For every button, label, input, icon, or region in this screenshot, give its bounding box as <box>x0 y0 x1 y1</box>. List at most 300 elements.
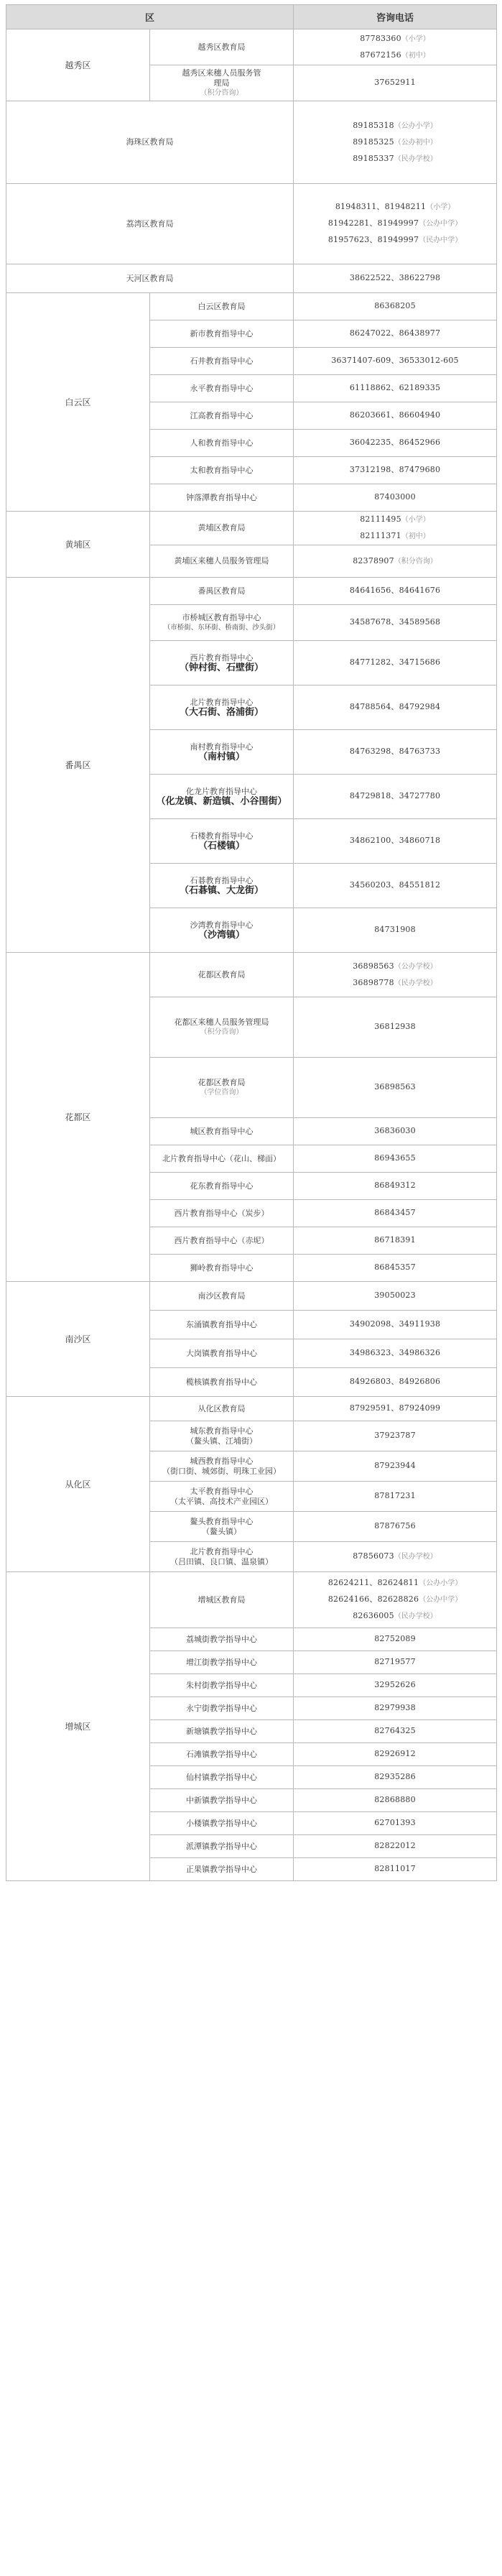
table-row <box>6 1397 497 1421</box>
phone-cell <box>294 1674 497 1697</box>
office-name: 城东教育指导中心 <box>190 1426 254 1436</box>
table-row <box>6 264 497 293</box>
phone-line <box>297 273 493 284</box>
phone-line <box>297 1551 493 1562</box>
table-row <box>6 101 497 184</box>
table-row <box>6 184 497 264</box>
office-name: 西片教育指导中心（赤坭） <box>174 1235 269 1245</box>
phone-line <box>297 118 493 134</box>
district-name: 花都区 <box>6 953 150 1282</box>
office-name: 从化区教育局 <box>197 1403 246 1413</box>
phone-line <box>297 1403 493 1414</box>
phone-number: 89185318 <box>353 120 394 130</box>
office-name: 太平教育指导中心 <box>190 1486 254 1496</box>
phone-cell <box>294 457 497 484</box>
office-cell <box>150 320 294 348</box>
phone-number: 82935286 <box>374 1772 416 1781</box>
office-name: 市桥城区教育指导中心 <box>182 612 261 622</box>
office-name: 正果镇教学指导中心 <box>186 1864 257 1874</box>
office-name: 花都区来穗人员服务管理局 <box>174 1017 269 1027</box>
phone-line <box>297 1864 493 1875</box>
phone-number: 87783360 <box>360 33 401 43</box>
office-name: （鳌头镇、江埔街） <box>186 1436 257 1446</box>
phone-number: 89185325 <box>353 137 394 147</box>
phone-line <box>297 216 493 232</box>
phone-number: 82378907 <box>353 555 394 565</box>
phone-note: （公办初中） <box>394 138 437 147</box>
office-cell <box>150 457 294 484</box>
phone-line <box>297 586 493 596</box>
phone-cell <box>294 264 497 293</box>
office-name: 东涌镇教育指导中心 <box>186 1319 257 1329</box>
phone-cell <box>294 953 497 997</box>
office-name: 派潭镇教学指导中心 <box>186 1841 257 1851</box>
office-name: 北片教育指导中心 <box>190 697 254 707</box>
phone-line <box>297 702 493 713</box>
office-name: 北片教育指导中心（花山、梯面） <box>162 1153 281 1163</box>
phone-line <box>297 1126 493 1137</box>
phone-line <box>297 1377 493 1388</box>
phone-line <box>297 836 493 846</box>
office-cell <box>150 641 294 685</box>
office-name: 理局 <box>213 78 230 88</box>
office-name: 太和教育指导中心 <box>190 465 254 475</box>
office-cell <box>6 184 294 264</box>
phone-note: （公办中学） <box>419 1596 463 1604</box>
phone-number: 86943655 <box>374 1153 416 1163</box>
office-cell <box>150 1282 294 1311</box>
phone-number: 84731908 <box>374 925 416 934</box>
office-cell <box>150 1789 294 1812</box>
office-cell <box>150 29 294 65</box>
phone-cell <box>294 65 497 101</box>
district-name: 黄埔区 <box>6 512 150 578</box>
office-area: （沙湾镇） <box>198 929 246 941</box>
office-area: （石楼镇） <box>198 840 246 851</box>
phone-number: 84771282、34715686 <box>349 657 441 667</box>
phone-number: 82719577 <box>374 1657 416 1666</box>
phone-number: 86368205 <box>374 301 416 310</box>
phone-line <box>297 78 493 88</box>
office-cell <box>150 430 294 457</box>
office-cell <box>6 101 294 184</box>
office-name: 荔城街教学指导中心 <box>186 1634 257 1644</box>
office-name: 黄埔区教育局 <box>197 523 246 532</box>
phone-cell <box>294 1720 497 1743</box>
phone-note: （民办学校） <box>394 1553 437 1561</box>
phone-line <box>297 1772 493 1783</box>
phone-cell <box>294 545 497 578</box>
phone-number: 37652911 <box>374 78 416 87</box>
office-area: （大石街、洛浦街） <box>180 706 264 718</box>
office-cell <box>150 1227 294 1255</box>
phone-number: 82752089 <box>374 1634 416 1643</box>
office-cell <box>150 375 294 402</box>
phone-cell <box>294 819 497 864</box>
phone-line <box>297 465 493 476</box>
phone-line <box>297 1521 493 1532</box>
phone-cell <box>294 512 497 545</box>
phone-note: （民办中学） <box>419 236 463 244</box>
office-cell <box>150 1173 294 1200</box>
header-district: 区 <box>6 5 294 29</box>
phone-number: 36898563 <box>353 961 394 971</box>
table-row <box>6 953 497 997</box>
district-name: 越秀区 <box>6 29 150 101</box>
phone-line <box>297 1818 493 1829</box>
phone-line <box>297 47 493 64</box>
office-name: 西片教育指导中心（炭步） <box>174 1208 269 1218</box>
phone-line <box>297 31 493 47</box>
phone-line <box>297 232 493 249</box>
phone-number: 34862100、34860718 <box>349 836 441 845</box>
phone-line <box>297 1235 493 1246</box>
phone-line <box>297 975 493 992</box>
office-cell <box>150 1674 294 1697</box>
phone-note: （小学） <box>401 516 430 524</box>
phone-number: 62701393 <box>374 1818 416 1827</box>
phone-line <box>297 556 493 567</box>
phone-number: 82926912 <box>374 1749 416 1758</box>
phone-number: 86845357 <box>374 1262 416 1272</box>
office-name: 南沙区教育局 <box>197 1291 246 1301</box>
office-cell <box>150 864 294 908</box>
office-note: （积分咨询） <box>200 1028 243 1036</box>
office-name: 朱村街教学指导中心 <box>186 1680 257 1690</box>
office-cell <box>150 1200 294 1227</box>
phone-line <box>297 959 493 975</box>
office-name: 人和教育指导中心 <box>190 438 254 448</box>
phone-number: 87672156 <box>360 50 401 60</box>
office-cell <box>150 685 294 730</box>
phone-line <box>297 1608 493 1625</box>
phone-number: 82636005 <box>353 1611 394 1620</box>
phone-line <box>297 1703 493 1714</box>
office-name: 花都区教育局 <box>197 969 246 979</box>
phone-line <box>297 1291 493 1301</box>
office-cell <box>150 1451 294 1482</box>
phone-cell <box>294 775 497 819</box>
phone-line <box>297 1153 493 1164</box>
office-cell <box>150 512 294 545</box>
office-name: 石滩镇教学指导中心 <box>186 1749 257 1759</box>
phone-cell <box>294 375 497 402</box>
office-area: （化龙镇、新造镇、小谷围街） <box>156 795 287 807</box>
phone-number: 32952626 <box>374 1680 416 1689</box>
office-cell <box>150 1542 294 1572</box>
phone-number: 84729818、34727780 <box>349 791 441 800</box>
phone-cell <box>294 1858 497 1881</box>
office-note: （积分咨询） <box>200 88 243 97</box>
phone-number: 82111371 <box>360 531 401 540</box>
office-area: （市桥街、东环街、桥南街、沙头街） <box>163 623 280 632</box>
phone-number: 61118862、62189335 <box>349 383 441 392</box>
district-name: 南沙区 <box>6 1282 150 1397</box>
office-note: （学位咨询） <box>200 1088 243 1097</box>
office-name: 石碁教育指导中心 <box>190 875 254 885</box>
phone-line <box>297 151 493 167</box>
phone-number: 87876756 <box>374 1521 416 1531</box>
table-row <box>6 1572 497 1628</box>
phone-cell <box>294 402 497 430</box>
phone-note: （公办小学） <box>419 1579 463 1587</box>
phone-number: 39050023 <box>374 1291 416 1300</box>
phone-number: 81957623、81949997 <box>327 235 419 244</box>
table-row <box>6 293 497 320</box>
phone-cell <box>294 293 497 320</box>
phone-number: 82868880 <box>374 1795 416 1804</box>
phone-cell <box>294 1200 497 1227</box>
office-name: 大岗镇教育指导中心 <box>186 1348 257 1358</box>
office-cell <box>150 1812 294 1835</box>
office-name: 仙村镇教学指导中心 <box>186 1772 257 1782</box>
phone-line <box>297 1726 493 1737</box>
table-row <box>6 578 497 605</box>
phone-number: 37923787 <box>374 1431 416 1440</box>
phone-number: 82822012 <box>374 1841 416 1850</box>
phone-cell <box>294 320 497 348</box>
phone-line <box>297 1082 493 1093</box>
office-cell <box>150 1572 294 1628</box>
phone-line <box>297 617 493 628</box>
phone-number: 82624211、82624811 <box>327 1578 419 1587</box>
office-cell <box>150 1145 294 1173</box>
office-cell <box>150 293 294 320</box>
office-name: 番禺区教育局 <box>197 586 246 596</box>
phone-cell <box>294 1311 497 1339</box>
phone-line <box>297 1749 493 1760</box>
office-cell <box>150 1835 294 1858</box>
office-cell <box>150 1651 294 1674</box>
office-name: 沙湾教育指导中心 <box>190 920 254 930</box>
office-name: （吕田镇、良口镇、温泉镇） <box>170 1556 273 1566</box>
phone-line <box>297 1491 493 1502</box>
phone-cell <box>294 1697 497 1720</box>
office-name: 西片教育指导中心 <box>190 652 254 663</box>
office-cell <box>150 1512 294 1542</box>
office-name: 化龙片教育指导中心 <box>186 786 257 796</box>
office-cell <box>150 730 294 775</box>
phone-cell <box>294 1118 497 1145</box>
phone-line <box>297 1181 493 1191</box>
phone-number: 36042235、86452966 <box>349 438 441 447</box>
office-cell <box>150 1858 294 1881</box>
office-name: 榄核镇教育指导中心 <box>186 1377 257 1387</box>
contact-table <box>6 4 497 1881</box>
office-name: 花都区教育局 <box>197 1077 246 1087</box>
phone-cell <box>294 1451 497 1482</box>
office-name: 城西教育指导中心 <box>190 1456 254 1466</box>
office-area: （南村镇） <box>198 751 246 762</box>
phone-line <box>297 492 493 503</box>
phone-note: （公办小学） <box>394 121 437 130</box>
phone-cell <box>294 605 497 641</box>
phone-number: 82624166、82628826 <box>327 1594 419 1604</box>
office-cell <box>150 775 294 819</box>
table-row <box>6 29 497 65</box>
phone-number: 84926803、84926806 <box>349 1377 441 1386</box>
phone-cell <box>294 1812 497 1835</box>
phone-line <box>297 1208 493 1219</box>
office-area: （钟村街、石壁街） <box>180 662 264 673</box>
office-name: 黄埔区来穗人员服务管理局 <box>174 556 269 565</box>
phone-cell <box>294 1058 497 1118</box>
phone-line <box>297 438 493 448</box>
phone-line <box>297 925 493 936</box>
office-name: 南村教育指导中心 <box>190 742 254 752</box>
phone-cell <box>294 1542 497 1572</box>
phone-line <box>297 1795 493 1806</box>
office-cell <box>150 819 294 864</box>
phone-line <box>297 1657 493 1668</box>
office-cell <box>150 1482 294 1512</box>
office-cell <box>150 953 294 997</box>
phone-number: 36812938 <box>374 1022 416 1031</box>
office-name: 江高教育指导中心 <box>190 410 254 420</box>
phone-number: 84763298、84763733 <box>349 747 441 756</box>
phone-line <box>297 528 493 545</box>
phone-note: （初中） <box>401 51 430 60</box>
phone-cell <box>294 685 497 730</box>
phone-line <box>297 1348 493 1359</box>
phone-line <box>297 383 493 394</box>
phone-number: 89185337 <box>353 153 394 163</box>
phone-number: 34986323、34986326 <box>349 1348 441 1357</box>
phone-note: （初中） <box>401 532 430 540</box>
phone-line <box>297 657 493 668</box>
office-name: 荔湾区教育局 <box>126 218 174 228</box>
phone-number: 38622522、38622798 <box>349 273 441 282</box>
phone-cell <box>294 348 497 375</box>
table-row <box>6 1282 497 1311</box>
phone-number: 36898778 <box>353 977 394 987</box>
phone-number: 87403000 <box>374 492 416 502</box>
phone-number: 36898563 <box>374 1082 416 1091</box>
office-cell <box>150 484 294 512</box>
phone-note: （民办学校） <box>394 154 437 163</box>
phone-cell <box>294 1255 497 1282</box>
phone-number: 34560203、84551812 <box>349 880 441 890</box>
phone-cell <box>294 1421 497 1451</box>
phone-cell <box>294 1227 497 1255</box>
phone-note: （民办学校） <box>394 979 437 987</box>
phone-line <box>297 1634 493 1645</box>
phone-line <box>297 199 493 216</box>
office-name: 增城区教育局 <box>197 1594 246 1605</box>
phone-note: （民办学校） <box>394 1612 437 1620</box>
district-name: 番禺区 <box>6 578 150 953</box>
office-cell <box>150 908 294 953</box>
phone-number: 82979938 <box>374 1703 416 1712</box>
office-cell <box>150 1255 294 1282</box>
phone-cell <box>294 1628 497 1651</box>
phone-number: 81942281、81949997 <box>327 218 419 228</box>
office-cell <box>150 402 294 430</box>
office-cell <box>150 1720 294 1743</box>
phone-line <box>297 301 493 312</box>
phone-number: 86247022、86438977 <box>349 328 441 338</box>
office-name: 石楼教育指导中心 <box>190 831 254 841</box>
phone-line <box>297 328 493 339</box>
phone-line <box>297 880 493 891</box>
phone-number: 87856073 <box>353 1551 394 1561</box>
office-name: 小楼镇教学指导中心 <box>186 1818 257 1828</box>
office-cell <box>150 1397 294 1421</box>
phone-cell <box>294 184 497 264</box>
district-name: 增城区 <box>6 1572 150 1881</box>
office-cell <box>150 1628 294 1651</box>
office-name: （太平镇、高技术产业园区） <box>170 1496 273 1506</box>
phone-cell <box>294 1789 497 1812</box>
phone-number: 81948311、81948211 <box>335 202 427 211</box>
phone-number: 34587678、34589568 <box>349 617 441 627</box>
phone-cell <box>294 484 497 512</box>
office-name: 北片教育指导中心 <box>190 1546 254 1556</box>
office-cell <box>150 65 294 101</box>
phone-number: 87923944 <box>374 1461 416 1470</box>
office-area: （石碁镇、大龙街） <box>180 885 264 896</box>
office-name: 城区教育指导中心 <box>190 1126 254 1136</box>
phone-number: 37312198、87479680 <box>349 465 441 474</box>
office-name: 永宁街教学指导中心 <box>186 1703 257 1713</box>
contact-table-container <box>6 4 496 1881</box>
office-name: 钟落潭教育指导中心 <box>186 492 257 502</box>
phone-line <box>297 791 493 802</box>
phone-line <box>297 1461 493 1472</box>
phone-cell <box>294 641 497 685</box>
phone-line <box>297 1592 493 1608</box>
phone-cell <box>294 1766 497 1789</box>
office-cell <box>150 1697 294 1720</box>
phone-number: 86843457 <box>374 1208 416 1217</box>
phone-cell <box>294 578 497 605</box>
phone-cell <box>294 1651 497 1674</box>
phone-cell <box>294 908 497 953</box>
office-name: 增江街教学指导中心 <box>186 1657 257 1667</box>
phone-note: （公办学校） <box>394 962 437 971</box>
table-header-row <box>6 5 497 29</box>
phone-cell <box>294 1572 497 1628</box>
district-name: 从化区 <box>6 1397 150 1572</box>
phone-number: 82764325 <box>374 1726 416 1735</box>
phone-number: 86203661、86604940 <box>349 410 441 420</box>
phone-note: （积分咨询） <box>394 557 437 565</box>
phone-number: 82111495 <box>360 514 401 524</box>
phone-cell <box>294 1743 497 1766</box>
phone-number: 87929591、87924099 <box>349 1403 441 1413</box>
office-cell <box>150 1743 294 1766</box>
office-cell <box>150 1058 294 1118</box>
phone-cell <box>294 1512 497 1542</box>
office-cell <box>150 605 294 641</box>
phone-cell <box>294 430 497 457</box>
phone-number: 36371407-609、36533012-605 <box>331 356 459 365</box>
phone-cell <box>294 1282 497 1311</box>
phone-number: 84641656、84641676 <box>349 586 441 595</box>
phone-cell <box>294 864 497 908</box>
district-name: 白云区 <box>6 293 150 512</box>
phone-cell <box>294 1145 497 1173</box>
header-phone: 咨询电话 <box>294 5 497 29</box>
table-row <box>6 512 497 545</box>
phone-cell <box>294 997 497 1058</box>
office-cell <box>150 1339 294 1368</box>
office-name: 石井教育指导中心 <box>190 356 254 366</box>
phone-number: 84788564、84792984 <box>349 702 441 711</box>
phone-line <box>297 1431 493 1441</box>
office-cell <box>150 545 294 578</box>
phone-cell <box>294 101 497 184</box>
